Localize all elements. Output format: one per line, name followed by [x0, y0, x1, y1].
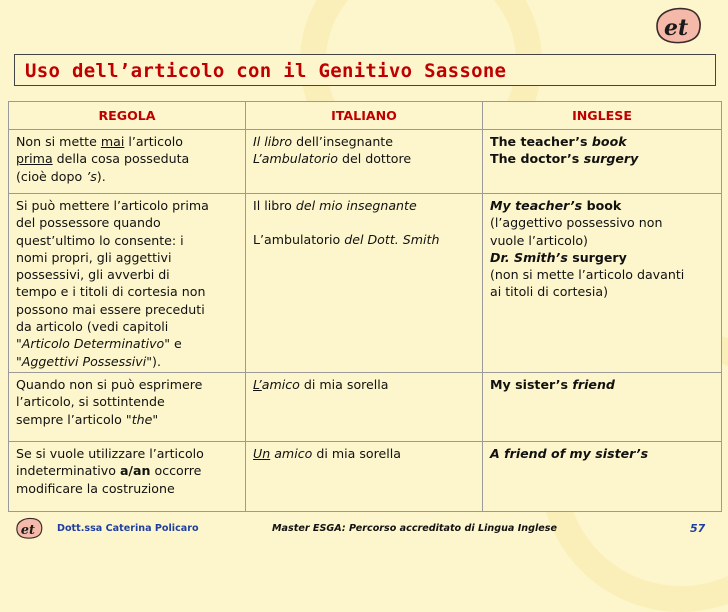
cell-line [253, 376, 476, 393]
cell-line [16, 150, 239, 167]
cell-line [490, 133, 715, 150]
text-run: A friend of my sister’s [490, 445, 649, 461]
cell-line [253, 150, 476, 167]
cell-line [16, 445, 239, 462]
cell-line [253, 197, 476, 214]
text-run: Si può mettere l’articolo prima [16, 198, 209, 213]
header-regola: REGOLA [9, 102, 246, 130]
text-run: L’ambulatorio [253, 232, 345, 248]
text-run: dell’insegnante [292, 134, 393, 149]
slide-title: Uso dell’articolo con il Genitivo Sassone [25, 60, 507, 82]
cell-line [16, 249, 239, 266]
text-run: surgery [583, 151, 639, 167]
cell-line [490, 249, 715, 266]
cell-italiano [246, 372, 483, 441]
text-run: del dottore [337, 151, 412, 167]
cell-line [16, 197, 239, 214]
cell-line [490, 150, 715, 167]
text-run: di mia sorella [299, 376, 389, 392]
line-gap [253, 214, 476, 231]
cell-line [490, 214, 715, 231]
text-run: di mia sorella [312, 445, 401, 461]
text-run: Quando non si può esprimere [16, 376, 203, 392]
text-run: Aggettivi Possessivi [21, 353, 147, 369]
header-inglese: INGLESE [483, 102, 722, 130]
cell-line [16, 168, 239, 185]
text-run: (l’aggettivo possessivo non [490, 215, 663, 231]
text-run: friend [572, 376, 615, 392]
text-run: surgery [567, 249, 627, 265]
text-run: del mio insegnante [295, 198, 417, 213]
text-run: L’ambulatorio [253, 151, 338, 167]
text-run: Articolo Determinativo [21, 336, 165, 352]
text-run: Un [253, 445, 271, 461]
cell-line [16, 480, 239, 497]
text-run: "). [146, 353, 161, 369]
text-run: Se si vuole utilizzare l’articolo [16, 445, 204, 461]
text-run: " [152, 411, 159, 427]
cell-line [490, 266, 715, 283]
text-run: tempo e i titoli di cortesia non [16, 284, 206, 300]
text-run: indeterminativo [16, 463, 120, 479]
cell-regola [9, 130, 246, 194]
text-run: del Dott. Smith [344, 232, 440, 248]
text-run: (cioè dopo [16, 168, 87, 184]
text-run: amico [274, 445, 313, 461]
text-run: (non si mette l’articolo davanti [490, 267, 685, 283]
title-bar [14, 54, 716, 86]
cell-line [16, 214, 239, 231]
header-italiano: ITALIANO [246, 102, 483, 130]
text-run: My sister’s [490, 376, 573, 392]
et-logo [653, 6, 703, 44]
footer-course: Master ESGA: Percorso accreditato di Lingua Inglese [272, 523, 558, 534]
logo-text: et [664, 15, 689, 41]
table-row [9, 130, 722, 194]
cell-line [490, 232, 715, 249]
cell-line [16, 266, 239, 283]
cell-line [16, 335, 239, 352]
text-run: sempre l’articolo " [16, 411, 132, 427]
cell-line [16, 376, 239, 393]
page-number: 57 [690, 522, 706, 535]
cell-regola [9, 441, 246, 511]
text-run: possessivi, gli avverbi di [16, 267, 170, 283]
text-run: L’ [253, 376, 262, 392]
footer [0, 512, 728, 546]
cell-line [16, 133, 239, 150]
table-header-row [9, 102, 722, 130]
cell-line [16, 232, 239, 249]
text-run: l’articolo [124, 134, 183, 149]
et-logo-small [14, 517, 44, 539]
cell-regola [9, 372, 246, 441]
cell-line [253, 445, 476, 462]
cell-italiano [246, 130, 483, 194]
table-row [9, 194, 722, 373]
text-run: modificare la costruzione [16, 480, 175, 496]
text-run: book [582, 198, 622, 213]
cell-line [253, 231, 476, 248]
text-run: a/an [119, 463, 151, 479]
cell-line [490, 283, 715, 300]
cell-line [253, 133, 476, 150]
cell-line [16, 411, 239, 428]
cell-line [16, 462, 239, 479]
logo-text: et [20, 522, 35, 538]
text-run: ). [96, 168, 106, 184]
text-run: ai titoli di cortesia) [490, 284, 608, 300]
text-run: l’articolo, si sottintende [16, 394, 165, 410]
text-run: " [16, 336, 22, 352]
cell-regola [9, 194, 246, 373]
text-run: the [131, 411, 153, 427]
cell-inglese [483, 194, 722, 373]
text-run: vuole l’articolo) [490, 232, 588, 248]
rules-table [8, 101, 722, 512]
text-run: The teacher’s [490, 134, 592, 149]
text-run: ’s [86, 168, 97, 184]
footer-author: Dott.ssa Caterina Policaro [57, 523, 199, 534]
cell-line [490, 376, 715, 393]
text-run: possono mai essere preceduti [16, 301, 205, 317]
cell-italiano [246, 194, 483, 373]
cell-inglese [483, 130, 722, 194]
cell-line [16, 283, 239, 300]
text-run: della cosa posseduta [52, 151, 190, 167]
text-run: prima [16, 151, 53, 167]
text-run: My teacher’s [490, 198, 583, 213]
cell-line [16, 318, 239, 335]
cell-line [490, 197, 715, 214]
text-run: amico [261, 376, 300, 392]
text-run: quest’ultimo lo consente: i [16, 232, 184, 248]
text-run: " [16, 353, 22, 369]
text-run: The doctor’s [490, 151, 584, 167]
text-run: Non si mette [16, 134, 101, 149]
text-run: Il libro [253, 134, 293, 149]
text-run: del possessore quando [16, 215, 161, 231]
cell-line [16, 301, 239, 318]
text-run: Il libro [253, 198, 296, 213]
text-run: da articolo (vedi capitoli [16, 319, 169, 335]
table-row [9, 372, 722, 441]
text-run: mai [100, 134, 125, 149]
cell-line [16, 393, 239, 410]
text-run: nomi propri, gli aggettivi [16, 249, 172, 265]
cell-italiano [246, 441, 483, 511]
text-run: " e [164, 336, 182, 352]
text-run: occorre [150, 463, 202, 479]
text-run: book [591, 134, 627, 149]
cell-line [490, 445, 715, 462]
cell-inglese [483, 441, 722, 511]
table-row [9, 441, 722, 511]
text-run: Dr. Smith’s [490, 249, 568, 265]
cell-line [16, 353, 239, 370]
cell-inglese [483, 372, 722, 441]
